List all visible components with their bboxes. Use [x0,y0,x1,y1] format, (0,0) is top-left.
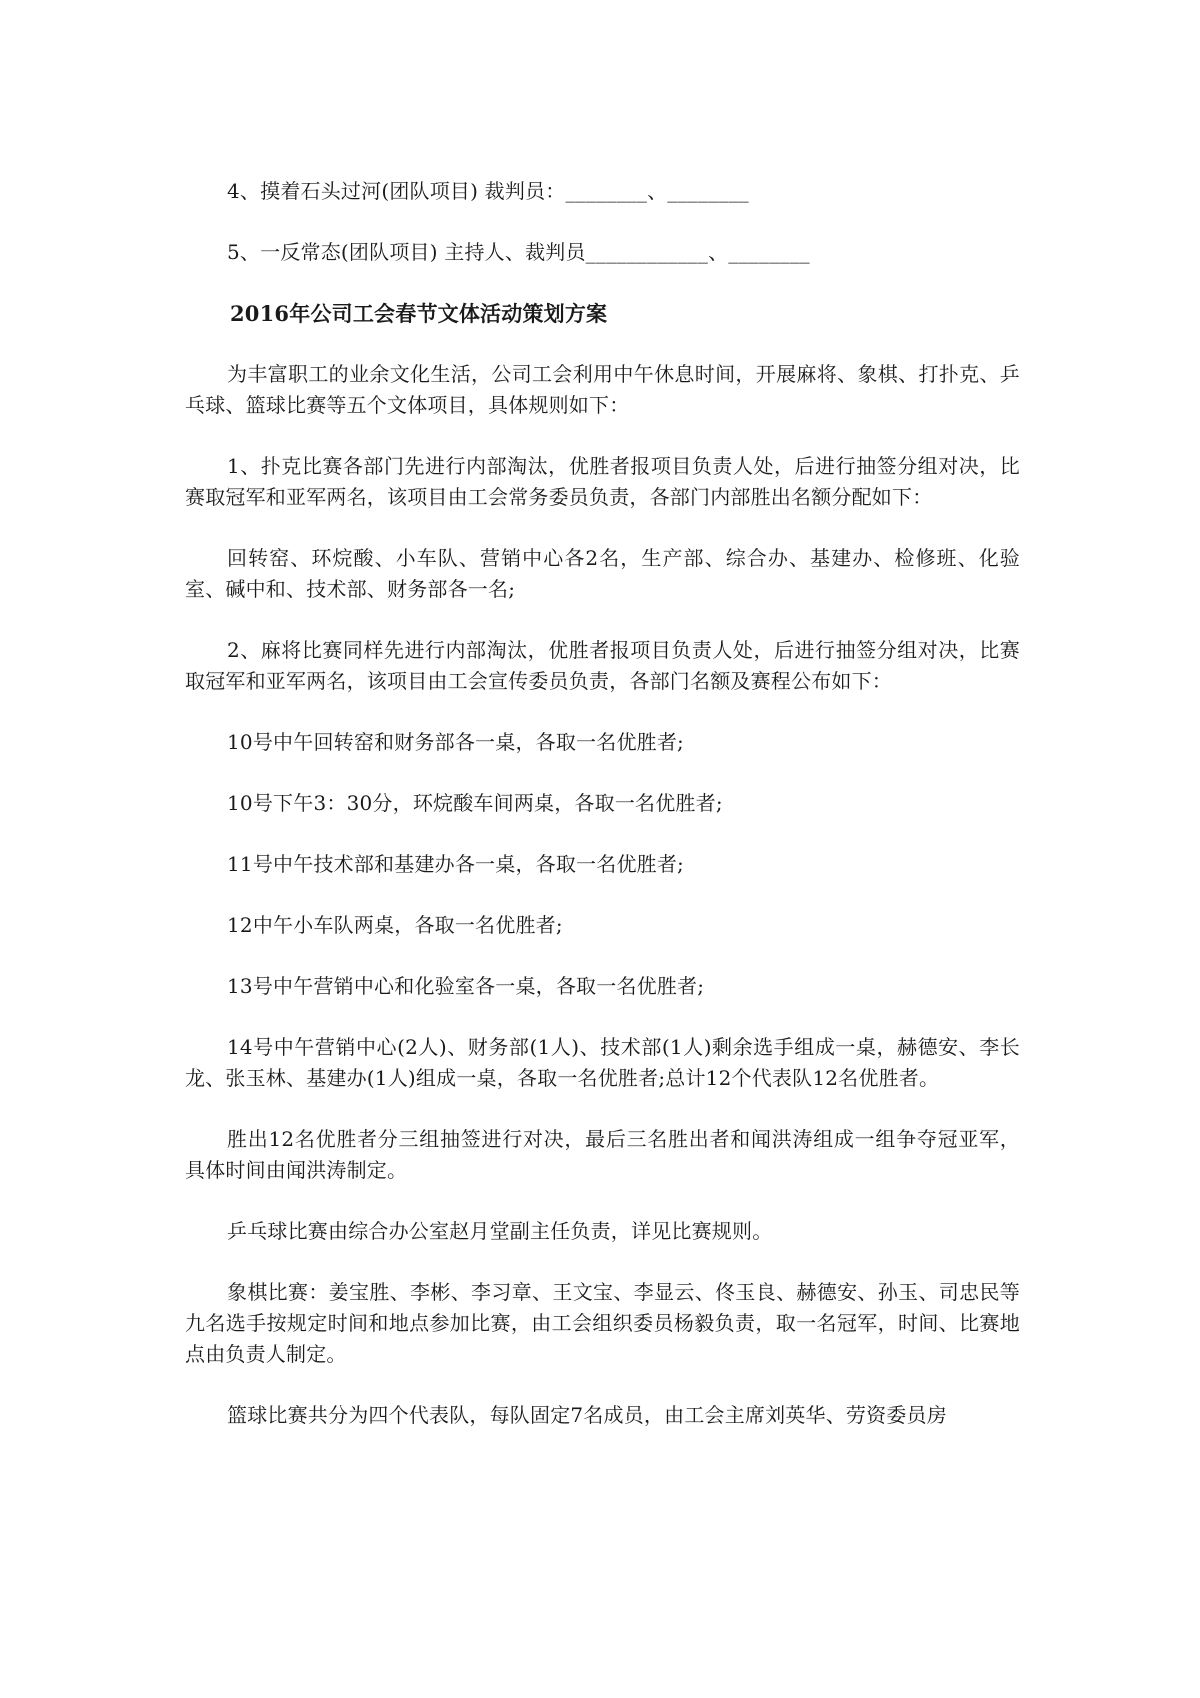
poker-quota-paragraph: 回转窑、环烷酸、小车队、营销中心各2名，生产部、综合办、基建办、检修班、化验室、碱中和、技术部、财务部各一名; [185,546,1020,601]
schedule-item-10-noon: 10号中午回转窑和财务部各一桌，各取一名优胜者; [227,730,684,754]
referee-line-4: 4、摸着石头过河(团队项目) 裁判员：________、________ [227,179,749,203]
intro-paragraph: 为丰富职工的业余文化生活，公司工会利用中午休息时间，开展麻将、象棋、打扑克、乒乓球、篮球比赛等五个文体项目，具体规则如下： [185,362,1020,417]
mahjong-rules-paragraph: 2、麻将比赛同样先进行内部淘汰，优胜者报项目负责人处，后进行抽签分组对决，比赛取冠军和亚军两名，该项目由工会宣传委员负责，各部门名额及赛程公布如下： [185,638,1020,693]
document-title: 2016年公司工会春节文体活动策划方案 [230,301,608,326]
document-body [185,176,1020,1431]
referee-line-5: 5、一反常态(团队项目) 主持人、裁判员____________、________ [227,240,810,264]
chess-paragraph: 象棋比赛：姜宝胜、李彬、李习章、王文宝、李显云、佟玉良、赫德安、孙玉、司忠民等九名选手按规定时间和地点参加比赛，由工会组织委员杨毅负责，取一名冠军，时间、比赛地点由负责人制定。 [185,1280,1020,1366]
schedule-item-11-noon: 11号中午技术部和基建办各一桌，各取一名优胜者; [227,852,684,876]
schedule-item-12-noon: 12中午小车队两桌，各取一名优胜者; [227,913,563,937]
table-tennis-paragraph: 乒乓球比赛由综合办公室赵月堂副主任负责，详见比赛规则。 [227,1219,773,1243]
schedule-item-13-noon: 13号中午营销中心和化验室各一桌，各取一名优胜者; [227,974,705,998]
schedule-item-14-noon: 14号中午营销中心(2人)、财务部(1人)、技术部(1人)剩余选手组成一桌，赫德安、李长龙、张玉林、基建办(1人)组成一桌，各取一名优胜者;总计12个代表队12名优胜者。 [185,1035,1020,1090]
final-rounds-paragraph: 胜出12名优胜者分三组抽签进行对决，最后三名胜出者和闻洪涛组成一组争夺冠亚军，具体时间由闻洪涛制定。 [185,1127,1020,1182]
poker-rules-paragraph: 1、扑克比赛各部门先进行内部淘汰，优胜者报项目负责人处，后进行抽签分组对决，比赛取冠军和亚军两名，该项目由工会常务委员负责，各部门内部胜出名额分配如下： [185,454,1020,509]
basketball-paragraph: 篮球比赛共分为四个代表队，每队固定7名成员，由工会主席刘英华、劳资委员房 [227,1403,947,1427]
schedule-item-10-afternoon: 10号下午3：30分，环烷酸车间两桌，各取一名优胜者; [227,791,723,815]
